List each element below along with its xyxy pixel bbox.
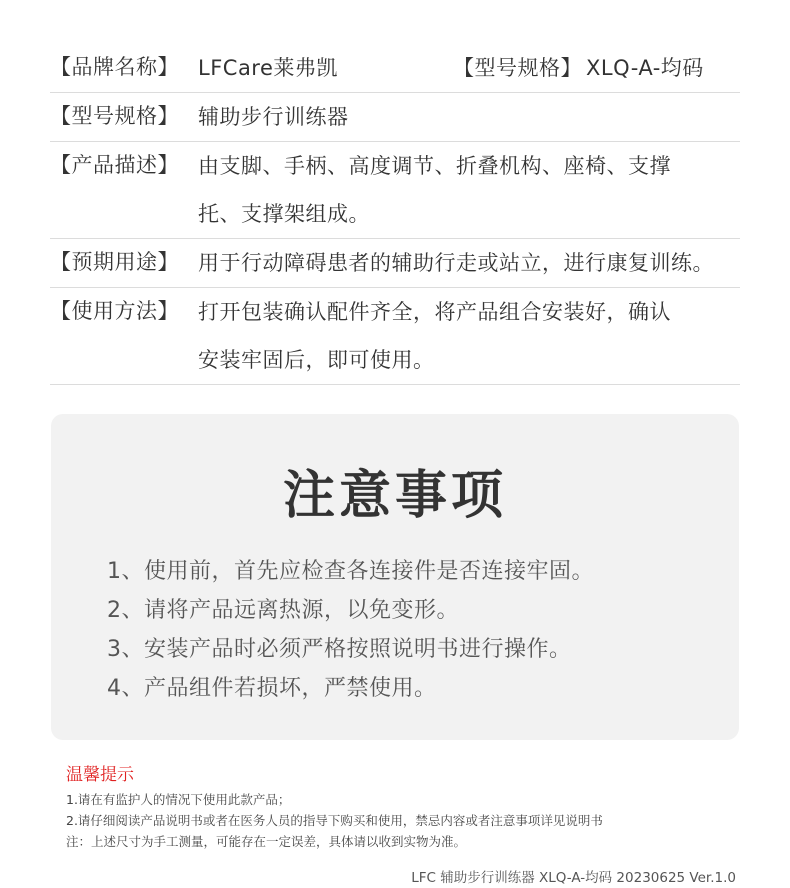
notice-item: 2、请将产品远离热源，以免变形。 [107,598,459,623]
spec-row-usage-method [50,288,740,385]
notice-panel [51,414,739,740]
model-value-inline: XLQ-A-均码 [586,56,704,80]
notice-title: 注意事项 [282,466,507,526]
warm-tips-title: 温馨提示 [66,765,134,785]
notice-item: 3、安装产品时必须严格按照说明书进行操作。 [107,637,572,662]
brand-label: 【品牌名称】 [50,55,179,79]
description-label: 【产品描述】 [50,153,179,177]
warm-tips-line: 1.请在有监护人的情况下使用此款产品； [66,792,291,807]
model-label-inline: 【型号规格】 [453,56,582,80]
warm-tips-line: 2.请仔细阅读产品说明书或者在医务人员的指导下购买和使用，禁忌内容或者注意事项详见说明书 [66,813,603,828]
footer-version: LFC 辅助步行训练器 XLQ-A-均码 20230625 Ver.1.0 [411,870,736,886]
notice-item: 4、产品组件若损坏，严禁使用。 [107,676,437,701]
spec-row-brand [50,44,740,93]
model-value: 辅助步行训练器 [198,105,349,129]
spec-table [50,44,740,385]
intended-use-label: 【预期用途】 [50,250,179,274]
usage-method-label: 【使用方法】 [50,299,179,323]
warm-tips-line: 注：上述尺寸为手工测量，可能存在一定误差，具体请以收到实物为准。 [66,834,467,849]
spec-row-description [50,142,740,239]
spec-row-intended-use [50,239,740,288]
spec-row-model [50,93,740,142]
intended-use-value: 用于行动障碍患者的辅助行走或站立，进行康复训练。 [198,251,714,275]
usage-method-line-2: 安装牢固后，即可使用。 [198,348,435,372]
usage-method-line-1: 打开包装确认配件齐全，将产品组合安装好，确认 [198,300,671,324]
brand-value: LFCare莱弗凯 [198,56,338,80]
description-line-2: 托、支撑架组成。 [198,202,370,226]
notice-item: 1、使用前，首先应检查各连接件是否连接牢固。 [107,559,594,584]
warm-tips [66,764,746,852]
model-label: 【型号规格】 [50,104,179,128]
notice-list [107,552,594,708]
description-line-1: 由支脚、手柄、高度调节、折叠机构、座椅、支撑 [198,154,671,178]
